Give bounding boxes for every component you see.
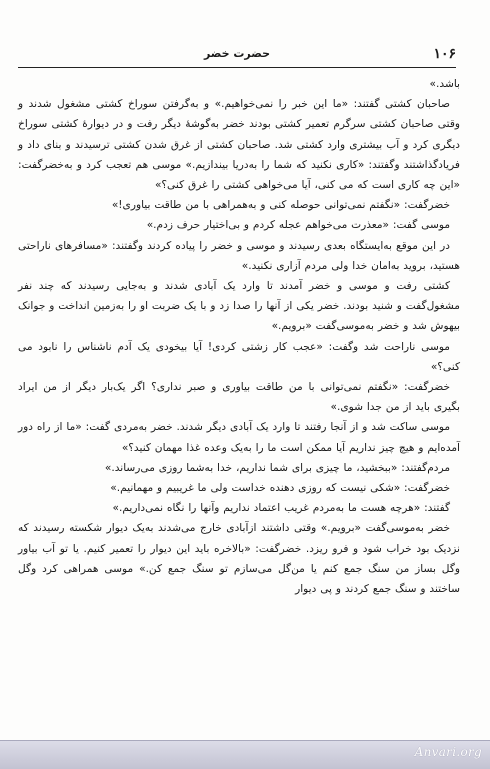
paragraph: خضرگفت: «شکی نیست که روزی دهنده خداست ولی ما غریبیم و مهمانیم.» [110, 482, 450, 495]
paragraph: موسی ساکت شد و از آنجا رفتند تا وارد یک آبادی دیگر شدند. خضر به‌مردی گفت: «ما از راه دور آمده‌ایم و هیچ چیز نداریم آیا ممکن است ما را به‌یک وعده غذا مهمان کنید؟» [18, 421, 460, 454]
paragraph: باشد.» [429, 78, 460, 90]
page-number: ۱۰۶ [433, 46, 456, 62]
page-body-text [18, 74, 460, 599]
paragraph: خضرگفت: «نگفتم نمی‌توانی با من طاقت بیاوری و صبر نداری؟ اگر یک‌بار دیگر از من ایراد بگیری باید از من جدا شوی.» [18, 381, 460, 414]
paragraph: موسی گفت: «معذرت می‌خواهم عجله کردم و بی‌اختیار حرف زدم.» [146, 219, 450, 232]
paragraph: موسی ناراحت شد وگفت: «عجب کار زشتی کردی! آیا بیخودی یک آدم ناشناس را نابود می کنی؟» [18, 340, 460, 373]
site-watermark: Anvari.org [414, 745, 482, 759]
paragraph: مردم‌گفتند: «ببخشید، ما چیزی برای شما نداریم، خدا به‌شما روزی می‌رساند.» [104, 461, 450, 474]
paragraph: کشتی رفت و موسی و خضر آمدند تا وارد یک آبادی شدند و به‌جایی رسیدند که چند نفر مشغول‌گفت و شنید بودند. خضر یکی از آنها را صدا زد و با یک ضربت او را به‌زمین انداخت و جوانک بیهوش شد و خضر به‌موسی‌گفت «برویم.» [18, 280, 460, 333]
paragraph: گفتند: «هرچه هست ما به‌مردم غریب اعتماد نداریم وآنها را نگاه نمی‌داریم.» [112, 502, 450, 515]
header-rule [18, 67, 456, 68]
paragraph: خضرگفت: «نگفتم نمی‌توانی حوصله کنی و به‌همراهی با من طاقت بیاوری!» [111, 199, 450, 212]
running-header [18, 46, 456, 64]
paragraph: صاحبان کشتی گفتند: «ما این خبر را نمی‌خواهیم.» و به‌گرفتن سوراخ کشتی مشغول شدند و وقتی صاحبان کشتی سرگرم تعمیر کشتی بودند خضر به‌گوشهٔ دیگر رفت و در دیوارهٔ کشتی سوراخ دیگری کرد و آب بیشتری وارد کشتی شد. صاحبان کشتی از غرق شدن کشتی ترسیدند و بنای داد و فریادگذاشتند وگفتند: «کاری نکنید که شما را به‌دریا بیندازیم.» موسی هم تعجب کرد و به‌خضرگفت: «این چه کاری است که می کنی، آیا می‌خواهی کشتی را غرق کنی؟» [18, 98, 460, 192]
paragraph: در این موقع به‌ایستگاه بعدی رسیدند و موسی و خضر را پیاده کردند وگفتند: «مسافرهای ناراحتی هستید، بروید به‌امان خدا ولی مردم آزاری نکنید.» [18, 239, 460, 272]
running-title: حضرت خضر [203, 47, 271, 60]
paragraph: خضر به‌موسی‌گفت «برویم.» وقتی داشتند ازآبادی خارج می‌شدند به‌یک دیوار شکسته رسیدند که نزدیک بود خراب شود و فرو ریزد. خضرگفت: «بالاخره باید این دیوار را تعمیر کنیم. یا تو آب بیاور وگل بساز من سنگ جمع کنم یا من‌گل می‌سازم تو سنگ جمع کن.» موسی همراهی کرد وگل ساختند و سنگ جمع کردند و پی دیوار [18, 522, 460, 596]
